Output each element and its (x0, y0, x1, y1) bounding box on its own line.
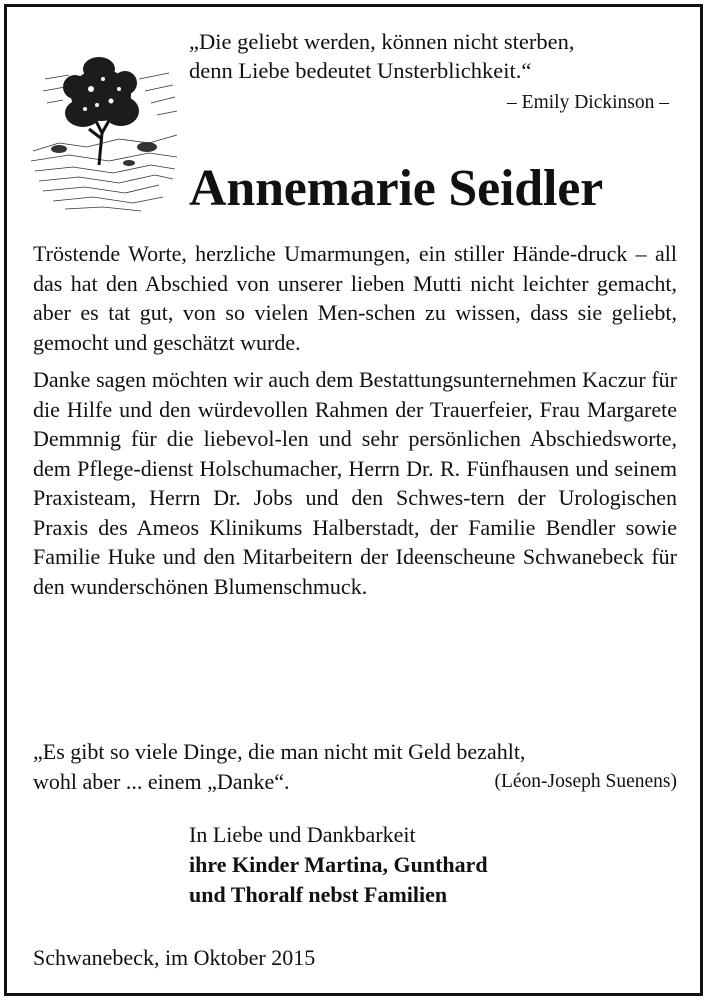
closing-quote-line-1: „Es gibt so viele Dinge, die man nicht mit Geld bezahlt, (33, 739, 526, 764)
paragraph-2: Danke sagen möchten wir auch dem Bestattungsunternehmen Kaczur für die Hilfe und den würdevollen Rahmen der Trauerfeier, Frau Margarete Demmnig für die liebevol-len und sehr persönlichen Abschiedsworte, dem Pflege-dienst Holschumacher, Herrn Dr. R. Fünfhausen und seinem Praxisteam, Herrn Dr. Jobs und den Schwes-tern der Urologischen Praxis des Ameos Klinikums Halberstadt, der Familie Bendler sowie Familie Huke und den Mitarbeitern der Ideenscheune Schwanebeck für den wunderschönen Blumenschmuck. (33, 367, 677, 599)
epigraph-author: – Emily Dickinson – (507, 92, 669, 113)
epigraph-line-1: „Die geliebt werden, können nicht sterben, (189, 29, 575, 54)
signature-line-1: ihre Kinder Martina, Gunthard (189, 852, 488, 877)
place-date: Schwanebeck, im Oktober 2015 (33, 945, 316, 970)
obituary-notice (4, 4, 703, 996)
thanks-text (33, 239, 677, 609)
paragraph-1: Tröstende Worte, herzliche Umarmungen, ein stiller Hände-druck – all das hat den Abschied von unserer lieben Mutti nicht leichter gemacht, aber es tat gut, von so vielen Men-schen zu wissen, dass sie geliebt, gemocht und geschätzt wurde. (33, 241, 677, 355)
signature-block (189, 820, 669, 910)
closing-quote-line-2: wohl aber ... einem „Danke“. (33, 768, 290, 794)
closing-quote-source: (Léon-Joseph Suenens) (494, 770, 677, 792)
signature-intro: In Liebe und Dankbarkeit (189, 822, 416, 847)
epigraph-quote (189, 27, 669, 117)
closing-quote (33, 737, 677, 796)
signature-line-2: und Thoralf nebst Familien (189, 882, 448, 907)
epigraph-line-2: denn Liebe bedeutet Unsterblichkeit.“ (189, 58, 532, 83)
deceased-name: Annemarie Seidler (189, 160, 603, 217)
tree-landscape-icon (29, 39, 179, 219)
